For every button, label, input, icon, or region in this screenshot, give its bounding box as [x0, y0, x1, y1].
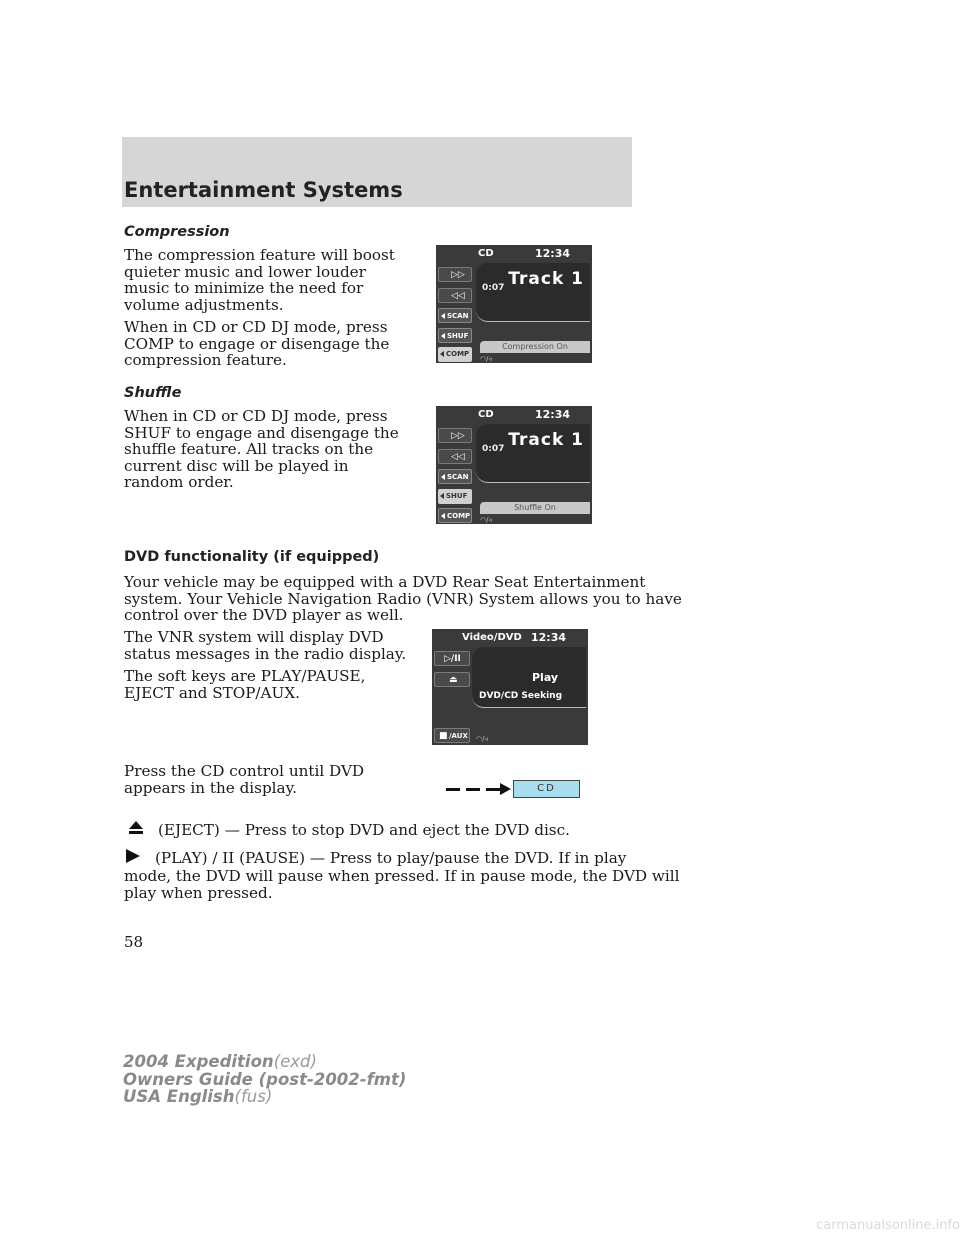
- shuffle-status: Shuffle On: [480, 502, 590, 514]
- document-footer: 2004 Expedition(exd) Owners Guide (post-2002-fmt) USA English(fus): [123, 1052, 407, 1106]
- shuffle-display: CD 12:34 ▷▷ ◁◁ SCAN SHUF COMP 0:07 Track 1 Shuffle On ◠/◃: [436, 406, 592, 524]
- audio-icon: ◠/◃: [480, 355, 492, 363]
- scan-key[interactable]: SCAN: [438, 308, 472, 323]
- play-pause-key[interactable]: ▷/II: [434, 651, 470, 666]
- compression-display: CD 12:34 ▷▷ ◁◁ SCAN SHUF COMP 0:07 Track 1 Compression On ◠/◃: [436, 245, 592, 363]
- play-description-line-1: (PLAY) / II (PAUSE) — Press to play/pause the DVD. If in play: [155, 849, 627, 867]
- dvd-display: Video/DVD 12:34 ▷/II ⏏ ■ /AUX Play DVD/CD Seeking ◠/◃: [432, 629, 588, 745]
- stop-aux-key[interactable]: ■ /AUX: [434, 728, 470, 743]
- dvd-paragraph-2: The VNR system will display DVD status messages in the radio display.: [124, 628, 407, 663]
- page-number: 58: [124, 933, 144, 951]
- dvd-paragraph-4: Press the CD control until DVD appears in the display.: [124, 762, 365, 797]
- eject-description: (EJECT) — Press to stop DVD and eject the DVD disc.: [158, 821, 570, 839]
- seek-back-key[interactable]: ◁◁: [438, 449, 472, 464]
- comp-key[interactable]: COMP: [438, 347, 472, 362]
- shuffle-paragraph: When in CD or CD DJ mode, press SHUF to engage and disengage the shuffle feature. All tracks on the current disc will be played in random order.: [124, 407, 399, 491]
- compression-paragraph-1: The compression feature will boost quieter music and lower louder music to minimize the need for volume adjustments.: [124, 246, 395, 314]
- shuf-key[interactable]: SHUF: [438, 489, 472, 504]
- shuf-key[interactable]: SHUF: [438, 328, 472, 343]
- eject-key[interactable]: ⏏: [434, 672, 470, 687]
- eject-icon: [128, 821, 144, 835]
- shuffle-heading: Shuffle: [124, 385, 182, 401]
- seek-forward-key[interactable]: ▷▷: [438, 428, 472, 443]
- cd-button[interactable]: CD: [513, 780, 580, 798]
- play-icon: [126, 849, 140, 863]
- cd-control-diagram: [446, 780, 582, 800]
- section-title: Entertainment Systems: [124, 178, 403, 202]
- play-description: mode, the DVD will pause when pressed. If in pause mode, the DVD will play when pressed.: [124, 867, 680, 902]
- scan-key[interactable]: SCAN: [438, 469, 472, 484]
- dvd-intro: Your vehicle may be equipped with a DVD Rear Seat Entertainment system. Your Vehicle Navigation Radio (VNR) System allows you to have control over the DVD player as well.: [124, 573, 682, 624]
- comp-key[interactable]: COMP: [438, 508, 472, 523]
- audio-icon: ◠/◃: [480, 516, 492, 524]
- seek-forward-key[interactable]: ▷▷: [438, 267, 472, 282]
- seek-back-key[interactable]: ◁◁: [438, 288, 472, 303]
- watermark: carmanualsonline.info: [816, 1218, 960, 1233]
- audio-icon: ◠/◃: [476, 735, 488, 743]
- compression-paragraph-2: When in CD or CD DJ mode, press COMP to engage or disengage the compression feature.: [124, 318, 390, 369]
- dvd-paragraph-3: The soft keys are PLAY/PAUSE, EJECT and STOP/AUX.: [124, 667, 366, 702]
- dvd-heading: DVD functionality (if equipped): [124, 549, 380, 565]
- compression-heading: Compression: [124, 224, 230, 240]
- arrow-right-icon: [500, 783, 511, 795]
- compression-status: Compression On: [480, 341, 590, 353]
